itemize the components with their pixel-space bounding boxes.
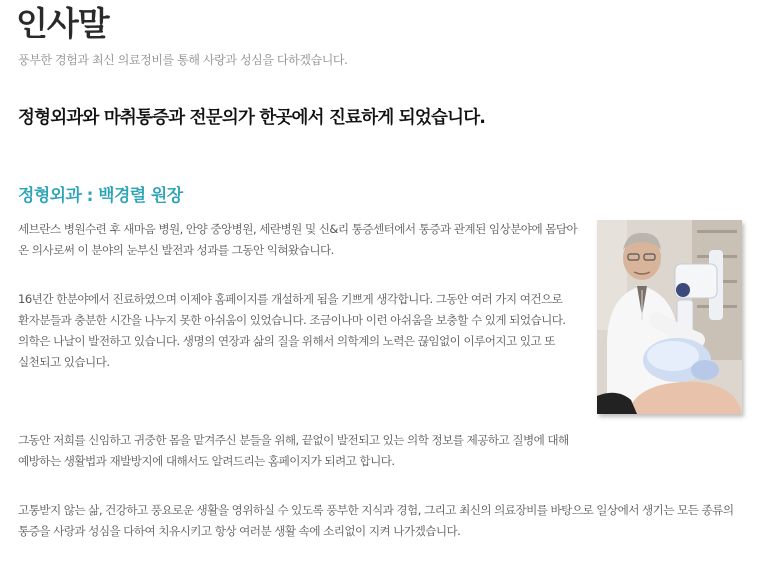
intro-paragraph: 세브란스 병원수련 후 새마음 병원, 안양 중앙병원, 세란병원 및 신&리 통증센터에서 통증과 관계된 임상분야에 몸담아 온 의사로써 이 분야의 눈부신 발전과 성과를 그동안 익혀왔습니다. [18,222,578,257]
homepage-purpose-paragraph: 그동안 저희를 신임하고 귀중한 몸을 맡겨주신 분들을 위해, 끝없이 발전되고 있는 의학 정보를 제공하고 질병에 대해 예방하는 생활법과 재발방지에 대해서도 알려드리는 홈페이지가 되려고 합니다. [18,433,569,468]
doctor-photo [597,220,742,414]
closing-paragraph: 고통받지 않는 삶, 건강하고 풍요로운 생활을 영위하실 수 있도록 풍부한 지식과 경험, 그리고 최신의 의료장비를 바탕으로 일상에서 생기는 모든 종류의 통증을 사랑과 성심을 다하여 치유시키고 항상 여러분 생활 속에 소리없이 지켜 나가겠습니다. [18,503,734,538]
doctor-section-heading: 정형외과 : 백경렬 원장 [18,186,183,206]
experience-paragraph: 16년간 한분야에서 진료하였으며 이제야 홈페이지를 개설하게 됨을 기쁘게 생각합니다. 그동안 여러 가지 여건으로 환자분들과 충분한 시간을 나누지 못한 아쉬움이 있었습니다. 조금이나마 이런 아쉬움을 보충할 수 있게 되었습니다. 의학은 나날이 발전하고 있습니다. 생명의 연장과 삶의 질을 위해서 의학계의 노력은 끊임없이 이루어지고 있고 또 실천되고 있습니다. [18,292,566,369]
greeting-headline: 정형외과와 마취통증과 전문의가 한곳에서 진료하게 되었습니다. [18,108,486,128]
page-subtitle: 풍부한 경험과 최신 의료정비를 통해 사랑과 성심을 다하겠습니다. [18,53,348,67]
page-title: 인사말 [16,4,109,43]
